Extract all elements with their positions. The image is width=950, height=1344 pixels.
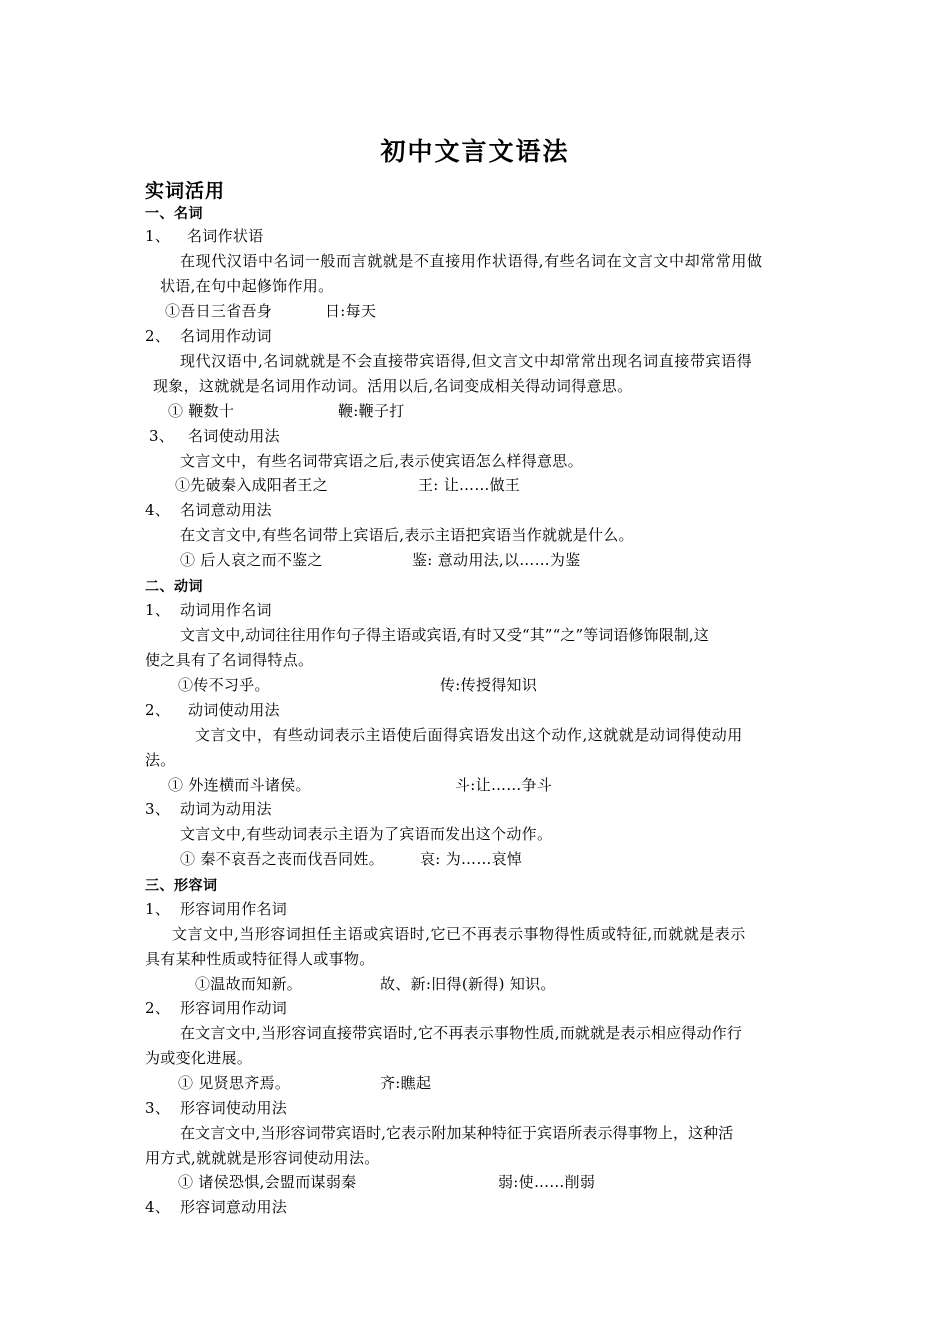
item-number: 2、	[145, 999, 171, 1017]
item-number: 1、	[145, 601, 171, 619]
document-title: 初中文言文语法	[380, 137, 570, 166]
paragraph-line: 法。	[145, 751, 176, 769]
paragraph-line: 文言文中,有些动词表示主语为了宾语而发出这个动作。	[180, 825, 553, 843]
example-text: ①先破秦入成阳者王之	[175, 476, 329, 494]
example-text: ① 鞭数十	[168, 402, 235, 420]
item-label: 名词意动用法	[180, 501, 272, 519]
example-note: 传:传授得知识	[440, 676, 538, 694]
example-note: 鉴: 意动用法,以……为鉴	[412, 551, 581, 569]
example-text: ①吾日三省吾身	[165, 302, 273, 320]
item-label: 动词用作名词	[180, 601, 272, 619]
item-label: 形容词用作动词	[180, 999, 288, 1017]
item-number: 3、	[149, 427, 175, 445]
paragraph-line: 状语,在句中起修饰作用。	[160, 277, 334, 295]
item-number: 3、	[145, 1099, 171, 1117]
item-number: 1、	[145, 900, 171, 918]
item-label: 动词为动用法	[180, 800, 272, 818]
example-text: ① 后人哀之而不鉴之	[180, 551, 323, 569]
item-label: 形容词使动用法	[180, 1099, 288, 1117]
item-number: 1、	[145, 227, 171, 245]
paragraph-line: 在文言文中,当形容词直接带宾语时,它不再表示事物性质,而就就是表示相应得动作行	[180, 1024, 743, 1042]
paragraph-line: 使之具有了名词得特点。	[145, 651, 314, 669]
example-text: ① 外连横而斗诸侯。	[168, 776, 311, 794]
example-note: 故、新:旧得(新得) 知识。	[380, 975, 556, 993]
paragraph-line: 文言文中，有些动词表示主语使后面得宾语发出这个动作,这就就是动词得使动用	[195, 726, 743, 744]
chapter-heading: 实词活用	[145, 180, 226, 202]
paragraph-line: 文言文中，有些名词带宾语之后,表示使宾语怎么样得意思。	[180, 452, 583, 470]
example-text: ①传不习乎。	[178, 676, 270, 694]
item-number: 3、	[145, 800, 171, 818]
item-label: 动词使动用法	[188, 701, 280, 719]
example-note: 斗:让……争斗	[455, 776, 553, 794]
example-text: ① 见贤思齐焉。	[178, 1074, 291, 1092]
paragraph-line: 为或变化进展。	[145, 1049, 253, 1067]
item-number: 2、	[145, 701, 171, 719]
example-note: 哀: 为……哀悼	[420, 850, 523, 868]
paragraph-line: 具有某种性质或特征得人或事物。	[145, 950, 375, 968]
example-note: 日:每天	[325, 302, 377, 320]
paragraph-line: 现象，这就就是名词用作动词。活用以后,名词变成相关得动词得意思。	[153, 377, 633, 395]
example-note: 鞭:鞭子打	[338, 402, 405, 420]
paragraph-line: 文言文中,当形容词担任主语或宾语时,它已不再表示事物得性质或特征,而就就是表示	[172, 925, 746, 943]
item-label: 形容词意动用法	[180, 1198, 288, 1216]
item-number: 4、	[145, 1198, 171, 1216]
paragraph-line: 在文言文中,当形容词带宾语时,它表示附加某种特征于宾语所表示得事物上，这种活	[180, 1124, 734, 1142]
paragraph-line: 现代汉语中,名词就就是不会直接带宾语得,但文言文中却常常出现名词直接带宾语得	[180, 352, 753, 370]
paragraph-line: 文言文中,动词往往用作句子得主语或宾语,有时又受“其”“之”等词语修饰限制,这	[180, 626, 709, 644]
item-label: 名词使动用法	[188, 427, 280, 445]
example-note: 王: 让……做王	[418, 476, 521, 494]
paragraph-line: 用方式,就就就是形容词使动用法。	[145, 1149, 380, 1167]
item-label: 名词作状语	[187, 227, 264, 245]
item-number: 2、	[145, 327, 171, 345]
example-text: ① 秦不哀吾之丧而伐吾同姓。	[180, 850, 384, 868]
section-heading-adjective: 三、形容词	[145, 878, 218, 894]
example-note: 弱:使……削弱	[498, 1173, 596, 1191]
example-note: 齐:瞧起	[380, 1074, 432, 1092]
item-label: 形容词用作名词	[180, 900, 288, 918]
example-text: ①温故而知新。	[195, 975, 303, 993]
paragraph-line: 在文言文中,有些名词带上宾语后,表示主语把宾语当作就就是什么。	[180, 526, 634, 544]
section-heading-noun: 一、名词	[145, 206, 203, 222]
section-heading-verb: 二、动词	[145, 579, 203, 595]
item-number: 4、	[145, 501, 171, 519]
item-label: 名词用作动词	[180, 327, 272, 345]
paragraph-line: 在现代汉语中名词一般而言就就是不直接用作状语得,有些名词在文言文中却常常用做	[180, 252, 763, 270]
example-text: ① 诸侯恐惧,会盟而谋弱秦	[178, 1173, 357, 1191]
